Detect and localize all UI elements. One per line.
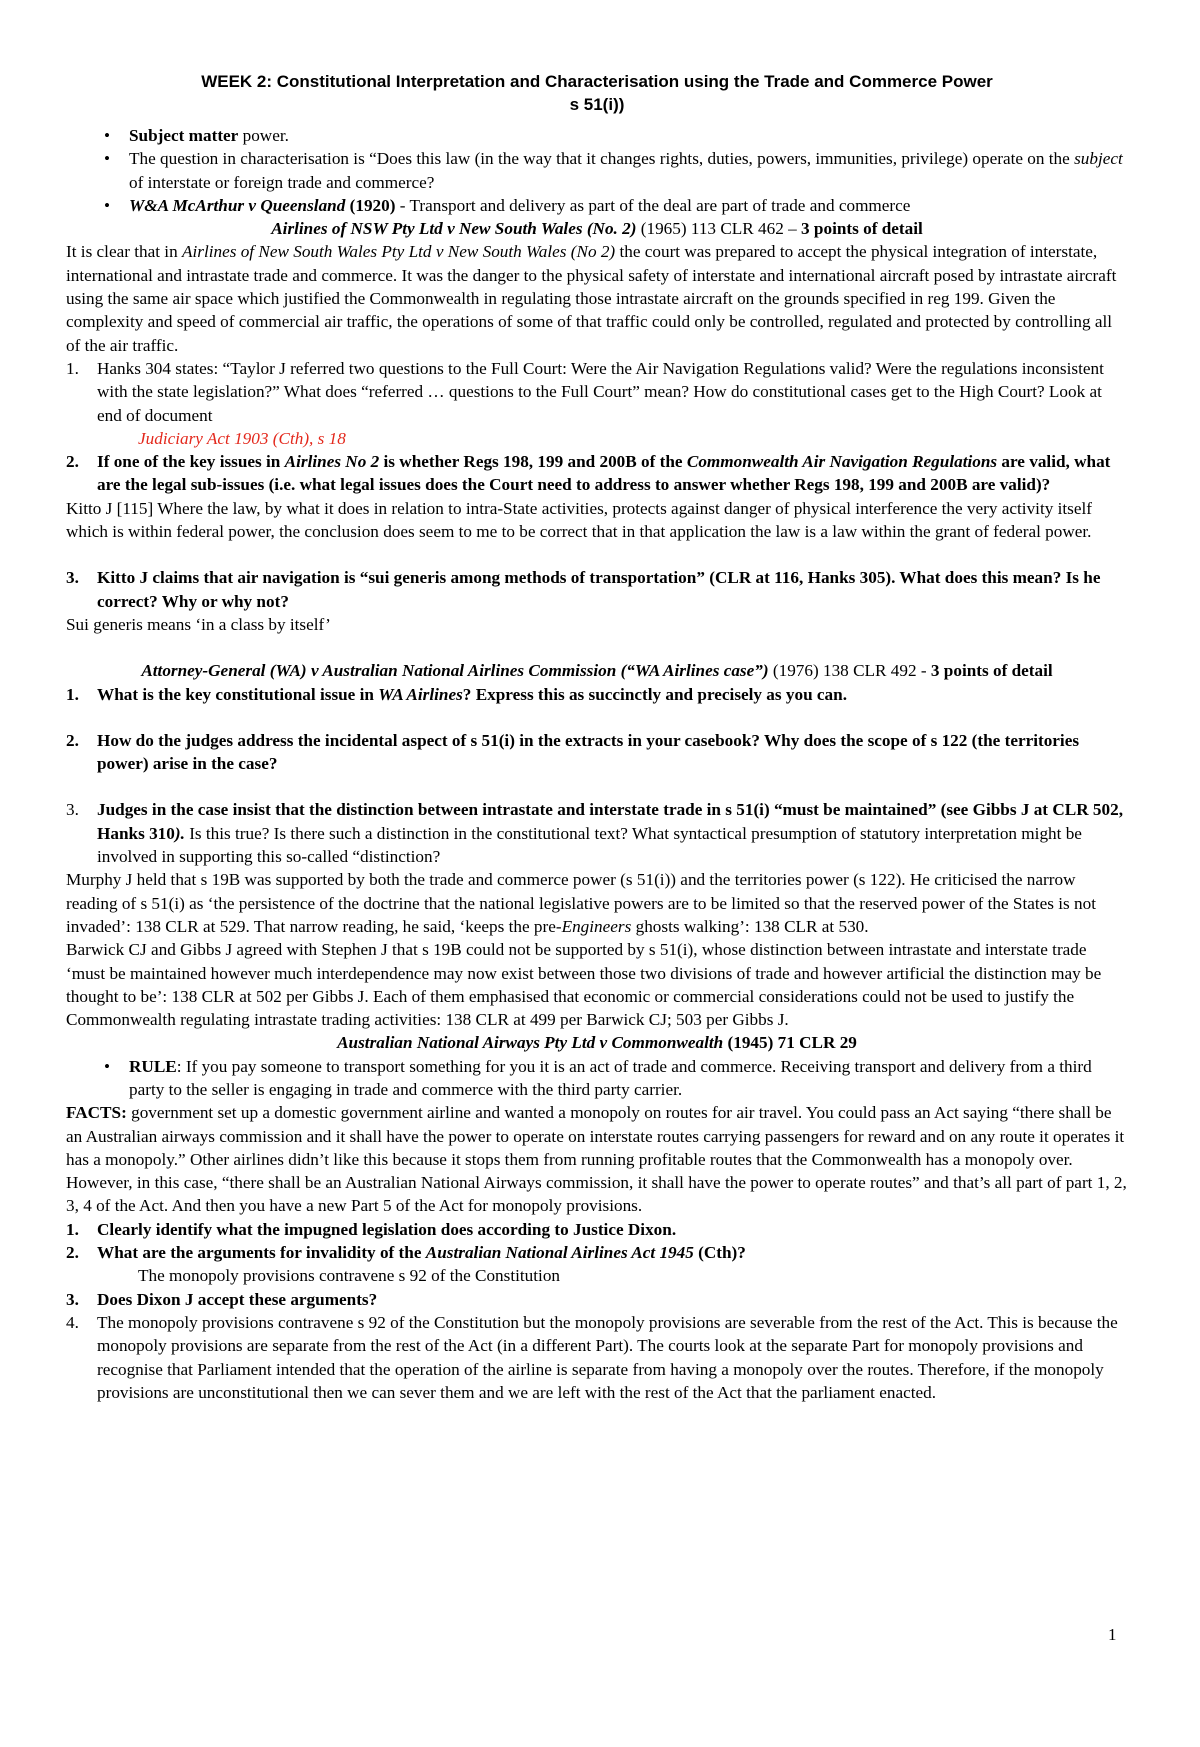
question-text: What are the arguments for invalidity of the — [97, 1243, 426, 1263]
question-item — [66, 798, 1128, 868]
page-subtitle: s 51(i)) — [569, 95, 625, 114]
page-title: WEEK 2: Constitutional Interpretation and Characterisation using the Trade and Commerce Power — [201, 72, 993, 91]
question-text: is whether Regs 198, 199 and 200B of the — [379, 452, 687, 472]
case-name: Airlines of NSW Pty Ltd v New South Wales (No. 2) — [271, 219, 637, 239]
points-label: 3 points of detail — [801, 219, 923, 239]
question-item — [66, 450, 1128, 497]
case-year: (1920) — [345, 195, 396, 215]
paragraph-text: Murphy J held that s 19B was supported by both the trade and commerce power (s 51(i)) and the territories power (s 122). He criticised the narrow reading of s 51(i) as ‘the persistence of the doctrine that the national legislative powers are to be limited so that the reserved power of the States is not invaded’: 138 CLR at 529. That narrow reading, he said, ‘keeps the pre- — [66, 870, 1096, 936]
legislation-name: Commonwealth Air Navigation Regulations — [686, 452, 998, 472]
case-name: Airlines of New South Wales Pty Ltd v New South Wales (No 2) — [181, 242, 616, 262]
bullet-icon: • — [104, 195, 111, 215]
paragraph-text: It is clear that in — [66, 242, 182, 262]
section-heading — [66, 1031, 1128, 1054]
question-number: 3. — [66, 568, 79, 588]
question-text: Judges in the case insist that the distinction between intrastate and interstate trade in s 51(i) “must be maintained” (see Gibbs J at CLR 502, Hanks 310 — [97, 800, 1123, 843]
question-text: ). — [174, 823, 185, 843]
citation: (1945) 71 CLR 29 — [723, 1033, 857, 1053]
question-text: Is this true? Is there such a distinction in the constitutional text? What syntactical presumption of statutory interpretation might be involved in supporting this so-called “distinction? — [97, 823, 1082, 867]
question-number: 4. — [66, 1312, 79, 1332]
page-number: 1 — [1108, 1625, 1117, 1644]
document-page — [66, 70, 1128, 1404]
question-text: Hanks 304 states: “Taylor J referred two questions to the Full Court: Were the Air Navigation Regulations valid? Were the regulations inconsistent with the state legislation?” What does “referred … questions to the Full Court” mean? How do constitutional cases get to the High Court? Look at end of document — [97, 358, 1104, 425]
case-name: Australian National Airways Pty Ltd v Commonwealth — [337, 1033, 724, 1053]
citation: (1976) 138 CLR 492 - — [768, 661, 931, 681]
question-number: 3. — [66, 800, 79, 820]
italic-text: Engineers — [561, 916, 632, 936]
answer-note: The monopoly provisions contravene s 92 of the Constitution — [138, 1266, 561, 1286]
paragraph — [66, 240, 1128, 356]
bullet-item — [66, 194, 1128, 217]
question-text: ? Express this as succinctly and precisely as you can. — [462, 684, 848, 704]
bullet-icon: • — [104, 1056, 111, 1076]
case-name: W&A McArthur v Queensland — [129, 195, 346, 215]
question-text: How do the judges address the incidental aspect of s 51(i) in the extracts in your casebook? Why does the scope of s 122 (the territories power) arise in the case? — [97, 730, 1080, 774]
case-name: Airlines No 2 — [284, 452, 380, 472]
question-number: 2. — [66, 1243, 79, 1263]
question-number: 3. — [66, 1289, 79, 1309]
question-item — [66, 1288, 1128, 1311]
answer-note — [66, 427, 1128, 450]
question-number: 2. — [66, 452, 79, 472]
bullet-icon: • — [104, 149, 111, 169]
question-item — [66, 683, 1128, 706]
bullet-icon: • — [104, 126, 111, 145]
points-label: 3 points of detail — [930, 661, 1053, 681]
case-name: Attorney-General (WA) v Australian National Airlines Commission (“WA Airlines case”) — [141, 661, 769, 681]
bullet-text: of interstate or foreign trade and commerce? — [129, 172, 435, 192]
question-item — [66, 1311, 1128, 1404]
section-heading — [66, 659, 1128, 682]
legislation-name: Australian National Airlines Act 1945 — [425, 1243, 694, 1263]
section-heading — [66, 217, 1128, 240]
facts-label: FACTS: — [66, 1103, 127, 1123]
red-citation: Judiciary Act 1903 (Cth), s 18 — [138, 428, 346, 448]
question-text: What is the key constitutional issue in — [97, 684, 379, 704]
paragraph — [66, 1101, 1128, 1217]
question-text: are valid, what are the legal sub-issues (i.e. what legal issues does the Court need to address to answer whether Regs 198, 199 and 200B are valid)? — [97, 452, 1111, 495]
bullet-text: - Transport and delivery as part of the deal are part of trade and commerce — [395, 195, 911, 215]
bullet-item — [66, 1055, 1128, 1102]
paragraph-text: government set up a domestic government airline and wanted a monopoly on routes for air travel. You could pass an Act saying “there shall be an Australian airways commission and it shall have the power to operate on interstate routes carrying passengers for reward and on any route it operates it has a monopoly.” Other airlines didn’t like this because it stops them from running profitable routes that the Commonwealth has a monopoly over. However, in this case, “there shall be an Australian National Airways commission, it shall have the power to operate routes” and that’s all part of part 1, 2, 3, 4 of the Act. And then you have a new Part 5 of the Act for monopoly provisions. — [66, 1103, 1127, 1216]
rule-label: RULE — [129, 1056, 177, 1076]
question-text: Kitto J claims that air navigation is “sui generis among methods of transportation” (CLR at 116, Hanks 305). What does this mean? Is he correct? Why or why not? — [97, 568, 1101, 611]
question-number: 1. — [66, 358, 79, 378]
paragraph: Barwick CJ and Gibbs J agreed with Stephen J that s 19B could not be supported by s 51(i), whose distinction between intrastate and interstate trade ‘must be maintained however much interdependence may now exist between those two divisions of trade and however artificial the distinction may be thought to be’: 138 CLR at 502 per Gibbs J. Each of them emphasised that economic or commercial considerations could not be used to justify the Commonwealth regulating intrastate trading activities: 138 CLR at 499 per Barwick CJ; 503 per Gibbs J. — [66, 940, 1102, 1030]
question-text: Does Dixon J accept these arguments? — [97, 1289, 378, 1309]
question-item — [66, 729, 1128, 776]
question-number: 1. — [66, 1219, 79, 1239]
paragraph: Kitto J [115] Where the law, by what it does in relation to intra-State activities, protects against danger of physical interference the very activity itself which is within federal power, the conclusion does seem to me to be correct that in that application the law is a law within the grant of federal power. — [66, 498, 1092, 542]
question-item — [66, 357, 1128, 427]
question-number: 2. — [66, 730, 79, 750]
bullet-text: power. — [238, 126, 289, 145]
bullet-item — [66, 147, 1128, 194]
case-name: WA Airlines — [378, 684, 463, 704]
bullet-text: : If you pay someone to transport something for you it is an act of trade and commerce. Receiving transport and delivery from a third party to the seller is engaging in trade and commerce with the third party carrier. — [129, 1056, 1092, 1099]
bullet-italic-text: subject — [1074, 149, 1123, 169]
paragraph-text: the court was prepared to accept the physical integration of interstate, international and intrastate trade and commerce. It was the danger to the physical safety of interstate and international aircraft posed by intrastate aircraft using the same air space which justified the Commonwealth in regulating those intrastate aircraft on the grounds specified in reg 199. Given the complexity and speed of commercial air traffic, the operations of some of that traffic could only be controlled, regulated and protected by controlling all of the air traffic. — [66, 242, 1117, 355]
bullet-item — [66, 124, 1128, 147]
bullet-bold-text: Subject matter — [129, 126, 239, 145]
paragraph: Sui generis means ‘in a class by itself’ — [66, 614, 331, 634]
question-item — [66, 1241, 1128, 1264]
paragraph-text: ghosts walking’: 138 CLR at 530. — [631, 916, 869, 936]
question-item — [66, 566, 1128, 613]
paragraph — [66, 868, 1128, 938]
question-number: 1. — [66, 684, 79, 704]
question-text: (Cth)? — [693, 1243, 746, 1263]
question-item — [66, 1218, 1128, 1241]
bullet-text: The question in characterisation is “Does this law (in the way that it changes rights, duties, powers, immunities, privilege) operate on the — [129, 149, 1075, 169]
citation: (1965) 113 CLR 462 – — [636, 219, 802, 239]
question-text: If one of the key issues in — [97, 452, 285, 472]
question-text: The monopoly provisions contravene s 92 of the Constitution but the monopoly provisions are severable from the rest of the Act. This is because the monopoly provisions are separate from the rest of the Act (in a different Part). The courts look at the separate Part for monopoly provisions and recognise that Parliament intended that the operation of the airline is separate from having a monopoly over the routes. Therefore, if the monopoly provisions are unconstitutional then we can sever them and we are left with the rest of the Act that the parliament enacted. — [97, 1312, 1118, 1402]
question-text: Clearly identify what the impugned legislation does according to Justice Dixon. — [97, 1219, 677, 1239]
